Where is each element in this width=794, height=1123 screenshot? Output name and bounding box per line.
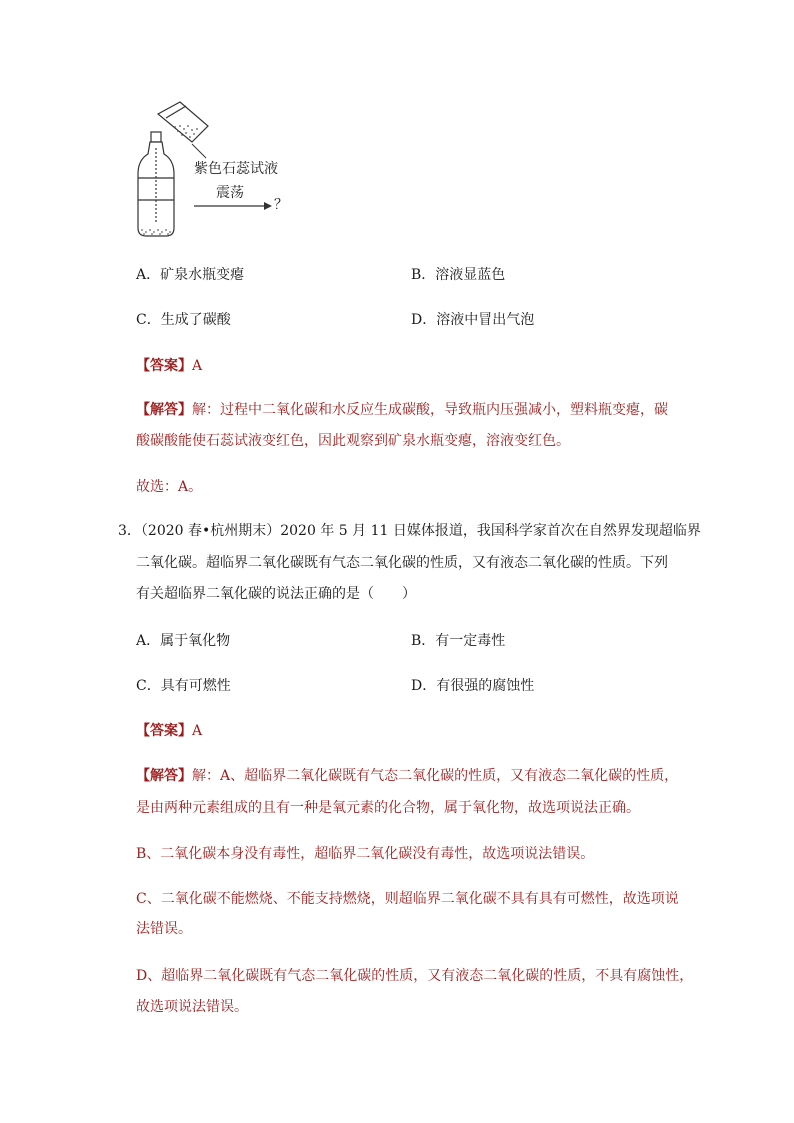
- q3-answer: [136, 722, 202, 740]
- q2-conclusion: 故选：A。: [136, 479, 203, 495]
- q3-stem-line-3: 有关超临界二氧化碳的说法正确的是（ ）: [136, 586, 416, 602]
- answer-tag: 【答案】: [136, 358, 192, 374]
- result-question-mark: ？: [274, 197, 288, 213]
- q2-analysis-line-2: 酸碳酸能使石蕊试液变红色，因此观察到矿泉水瓶变瘪，溶液变红色。: [136, 433, 570, 449]
- q3-analysis-c-line-2: 法错误。: [136, 921, 192, 937]
- arrow-icon: [194, 202, 272, 210]
- analysis-tag: 【解答】: [136, 402, 192, 418]
- experiment-figure: [130, 96, 310, 246]
- answer-value: A: [192, 358, 203, 374]
- q3-option-a: A．属于氧化物: [136, 633, 231, 649]
- reagent-label: 紫色石蕊试液: [194, 161, 278, 177]
- q2-option-d: D．溶液中冒出气泡: [411, 312, 535, 328]
- q2-option-a: A．矿泉水瓶变瘪: [136, 267, 245, 283]
- answer-value: A: [192, 723, 203, 739]
- q2-option-b: B．溶液显蓝色: [411, 267, 506, 283]
- q3-option-b: B．有一定毒性: [411, 633, 506, 649]
- beaker-icon: [158, 102, 208, 142]
- q3-stem-line-2: 二氧化碳。超临界二氧化碳既有气态二氧化碳的性质，又有液态二氧化碳的性质。下列: [136, 555, 668, 571]
- q3-analysis-d-line-1: D、超临界二氧化碳既有气态二氧化碳的性质，又有液态二氧化碳的性质，不具有腐蚀性，: [136, 968, 694, 984]
- q3-analysis-line-1: 【解答】解：A、超临界二氧化碳既有气态二氧化碳的性质，又有液态二氧化碳的性质，: [136, 768, 679, 784]
- bottle-icon: [138, 132, 174, 236]
- analysis-tag: 【解答】: [136, 768, 192, 784]
- action-label: 震荡: [216, 185, 244, 201]
- q3-stem-line-1: 3．（2020 春•杭州期末）2020 年 5 月 11 日媒体报道，我国科学家首次在自然界发现超临界: [118, 523, 701, 539]
- q2-answer: [136, 357, 202, 375]
- q3-analysis-b: B、二氧化碳本身没有毒性，超临界二氧化碳没有毒性，故选项说法错误。: [136, 846, 595, 862]
- q3-analysis-c-line-1: C、二氧化碳不能燃烧、不能支持燃烧，则超临界二氧化碳不具有具有可燃性，故选项说: [136, 891, 679, 907]
- q3-option-d: D．有很强的腐蚀性: [411, 678, 535, 694]
- q2-analysis-line-1: 【解答】解：过程中二氧化碳和水反应生成碳酸，导致瓶内压强减小，塑料瓶变瘪，碳: [136, 402, 668, 418]
- q3-analysis-line-2: 是由两种元素组成的且有一种是氧元素的化合物，属于氧化物，故选项说法正确。: [136, 800, 640, 816]
- label-leader-line: [192, 144, 206, 158]
- q3-analysis-d-line-2: 故选项说法错误。: [136, 999, 248, 1015]
- answer-tag: 【答案】: [136, 723, 192, 739]
- q3-option-c: C．具有可燃性: [136, 678, 231, 694]
- q2-option-c: C．生成了碳酸: [136, 312, 231, 328]
